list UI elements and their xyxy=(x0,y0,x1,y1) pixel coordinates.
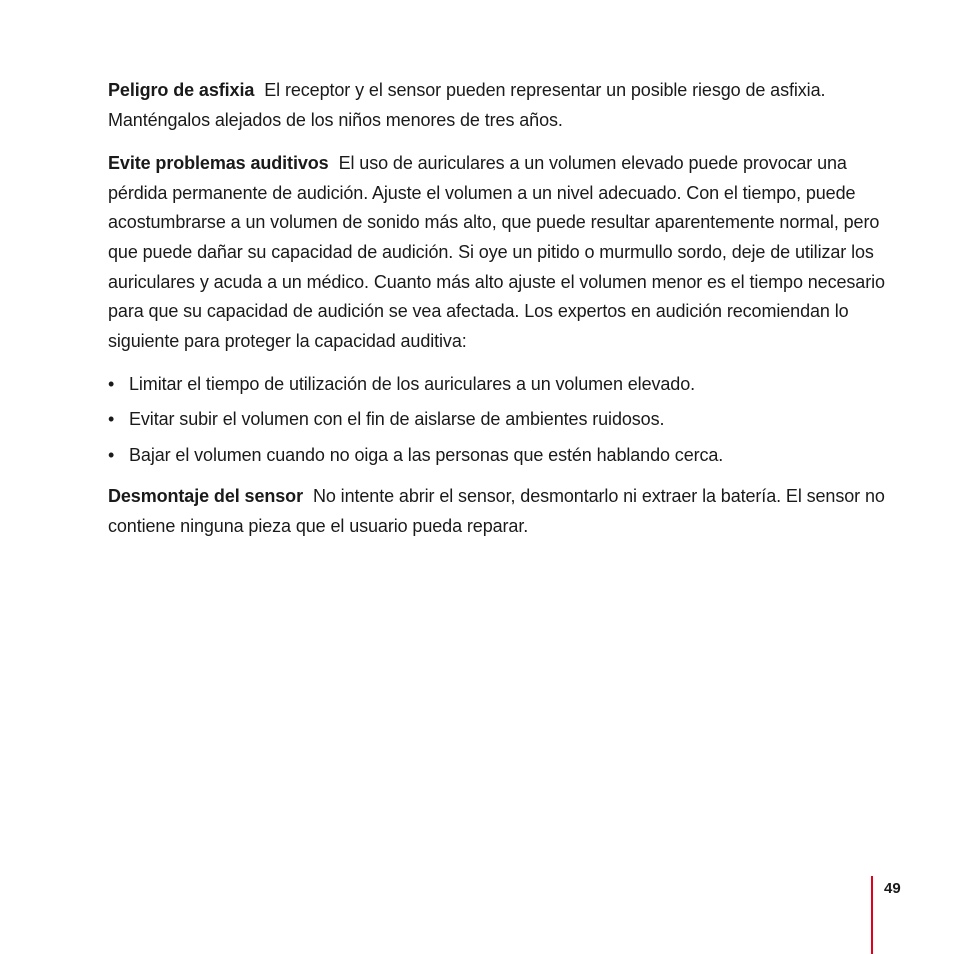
list-item xyxy=(108,370,898,400)
bullet-glyph: • xyxy=(108,374,115,395)
list-item xyxy=(108,441,898,471)
page-number: 49 xyxy=(884,880,901,897)
text-sensor-disassembly: No intente abrir el sensor, desmontarlo ni extraer la batería. El sensor no contiene ninguna pieza que el usuario pueda reparar. xyxy=(108,486,885,536)
hearing-recommendations-list xyxy=(108,370,898,470)
text-hearing: El uso de auriculares a un volumen elevado puede provocar una pérdida permanente de audición. Ajuste el volumen a un nivel adecuado. Con el tiempo, puede acostumbrarse a un volumen de sonido más alto, que puede resultar aparentemente normal, pero que puede dañar su capacidad de audición. Si oye un pitido o murmullo sordo, deje de utilizar los auriculares y acuda a un médico. Cuanto más alto ajuste el volumen menor es el tiempo necesario para que su capacidad de audición se vea afectada. Los expertos en audición recomiendan lo siguiente para proteger la capacidad auditiva: xyxy=(108,153,885,351)
heading-hearing: Evite problemas auditivos xyxy=(108,153,329,174)
list-item-text: Bajar el volumen cuando no oiga a las personas que estén hablando cerca. xyxy=(129,444,724,465)
heading-choking-hazard: Peligro de asfixia xyxy=(108,80,255,100)
paragraph-hearing xyxy=(108,149,898,356)
bullet-glyph: • xyxy=(108,409,115,430)
page-content xyxy=(108,76,898,555)
list-item-text: Limitar el tiempo de utilización de los auriculares a un volumen elevado. xyxy=(129,374,696,395)
text-choking-hazard: El receptor y el sensor pueden representar un posible riesgo de asfixia. Manténgalos alejados de los niños menores de tres años. xyxy=(108,80,826,130)
bullet-glyph: • xyxy=(108,444,115,465)
heading-sensor-disassembly: Desmontaje del sensor xyxy=(108,486,303,507)
paragraph-sensor-disassembly xyxy=(108,482,898,541)
list-item-text: Evitar subir el volumen con el fin de aislarse de ambientes ruidosos. xyxy=(129,409,665,430)
list-item xyxy=(108,405,898,435)
paragraph-choking-hazard xyxy=(108,76,898,135)
page-number-rule xyxy=(871,876,873,954)
